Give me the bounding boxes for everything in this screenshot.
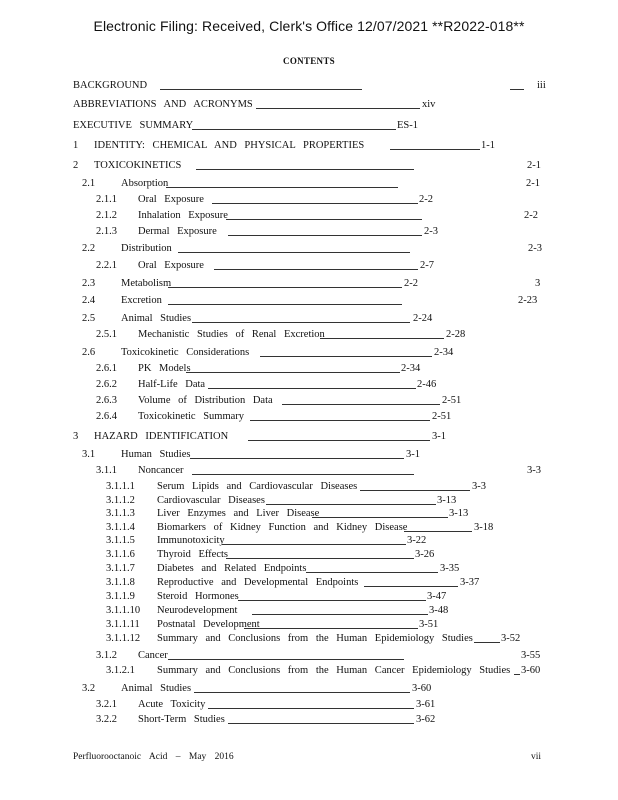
toc-entry-number: 2.1.2 (96, 210, 117, 221)
toc-entry-number: 3.1.1.1 (106, 481, 135, 492)
toc-entry-title[interactable]: Excretion (121, 295, 162, 306)
toc-leader-line (192, 129, 396, 130)
toc-entry-number: 2.5.1 (96, 329, 117, 340)
toc-entry-number: 3.1.1.8 (106, 577, 135, 588)
toc-entry-title[interactable]: BACKGROUND (73, 80, 148, 91)
toc-entry-number: 3.1.1.10 (106, 605, 141, 616)
toc-entry-title[interactable]: Animal Studies (121, 683, 192, 694)
toc-entry-number: 2.3 (82, 278, 96, 289)
toc-entry-title[interactable]: EXECUTIVE SUMMARY (73, 120, 194, 131)
toc-entry-page[interactable]: 2-28 (446, 329, 466, 340)
toc-entry-title[interactable]: Human Studies (121, 449, 191, 460)
toc-entry-page[interactable]: 3-48 (429, 605, 449, 616)
toc-leader-line (238, 600, 426, 601)
toc-entry-title[interactable]: Diabetes and Related Endpoints (157, 563, 307, 574)
toc-entry-page[interactable]: 3-3 (527, 465, 541, 476)
toc-entry-page[interactable]: 3-1 (406, 449, 420, 460)
toc-leader-line (404, 531, 472, 532)
toc-entry-number: 2.1 (82, 178, 96, 189)
toc-leader-line (250, 420, 430, 421)
toc-entry-title[interactable]: HAZARD IDENTIFICATION (94, 431, 229, 442)
toc-leader-line (208, 388, 416, 389)
toc-entry-page[interactable]: 3-52 (501, 633, 521, 644)
toc-entry-page[interactable]: 2-3 (528, 243, 542, 254)
toc-entry-title[interactable]: Toxicokinetic Considerations (121, 347, 250, 358)
toc-entry-number: 3.1.1.2 (106, 495, 135, 506)
toc-entry-page[interactable]: 2-51 (432, 411, 452, 422)
toc-entry-number: 3.1 (82, 449, 96, 460)
toc-entry-number: 2.1.1 (96, 194, 117, 205)
toc-entry-title[interactable]: Toxicokinetic Summary (138, 411, 245, 422)
toc-entry-page[interactable]: 3-22 (407, 535, 427, 546)
toc-entry-number: 2 (73, 160, 79, 171)
toc-leader-line (208, 708, 414, 709)
toc-entry-title[interactable]: Metabolism (121, 278, 172, 289)
toc-entry-page[interactable]: 2-46 (417, 379, 437, 390)
toc-entry-title[interactable]: Thyroid Effects (157, 549, 228, 560)
toc-entry-title[interactable]: Acute Toxicity (138, 699, 206, 710)
footer-document-title: Perfluorooctanoic Acid – May 2016 (73, 752, 234, 762)
toc-entry-title[interactable]: Biomarkers of Kidney Function and Kidney Disease (157, 522, 408, 533)
toc-entry-page[interactable]: 3-18 (474, 522, 494, 533)
toc-entry-title[interactable]: Serum Lipids and Cardiovascular Diseases (157, 481, 358, 492)
toc-entry-number: 2.4 (82, 295, 96, 306)
toc-entry-title[interactable]: PK Models (138, 363, 191, 374)
toc-entry-page[interactable]: 2-2 (524, 210, 538, 221)
contents-heading: CONTENTS (283, 56, 335, 66)
toc-leader-line (510, 89, 524, 90)
toc-leader-line (196, 169, 414, 170)
toc-entry-title[interactable]: Immunotoxicity (157, 535, 225, 546)
toc-leader-line (192, 322, 410, 323)
toc-entry-page[interactable]: 2-23 (518, 295, 538, 306)
toc-entry-number: 3.1.1.7 (106, 563, 135, 574)
toc-entry-number: 3.1.1.3 (106, 508, 135, 519)
toc-entry-title[interactable]: Cardiovascular Diseases (157, 495, 265, 506)
toc-leader-line (226, 219, 422, 220)
toc-entry-title[interactable]: Summary and Conclusions from the Human Cancer Epidemiology Studies (157, 665, 511, 676)
toc-entry-page[interactable]: 3-55 (521, 650, 541, 661)
toc-entry-number: 2.5 (82, 313, 96, 324)
toc-leader-line (248, 440, 430, 441)
toc-entry-number: 3.1.1.5 (106, 535, 135, 546)
toc-entry-title[interactable]: TOXICOKINETICS (94, 160, 182, 171)
toc-entry-title[interactable]: ABBREVIATIONS AND ACRONYMS (73, 99, 253, 110)
toc-leader-line (228, 723, 414, 724)
toc-leader-line (390, 149, 480, 150)
toc-entry-title[interactable]: Cancer (138, 650, 168, 661)
toc-entry-page[interactable]: 2-2 (404, 278, 418, 289)
toc-entry-number: 2.6 (82, 347, 96, 358)
toc-entry-title[interactable]: Inhalation Exposure (138, 210, 228, 221)
toc-entry-number: 2.6.1 (96, 363, 117, 374)
toc-entry-number: 3.2.1 (96, 699, 117, 710)
toc-entry-page[interactable]: 2-2 (419, 194, 433, 205)
toc-entry-number: 3.1.1 (96, 465, 117, 476)
toc-entry-page[interactable]: 3-13 (449, 508, 469, 519)
toc-leader-line (228, 235, 422, 236)
toc-entry-title[interactable]: Summary and Conclusions from the Human Epidemiology Studies (157, 633, 473, 644)
toc-leader-line (514, 674, 520, 675)
toc-entry-page[interactable]: 2-34 (434, 347, 454, 358)
toc-entry-page[interactable]: 3-62 (416, 714, 436, 725)
toc-leader-line (168, 659, 404, 660)
toc-entry-page[interactable]: 2-34 (401, 363, 421, 374)
filing-stamp: Electronic Filing: Received, Clerk's Office 12/07/2021 **R2022-018** (93, 18, 525, 34)
toc-leader-line (166, 187, 398, 188)
toc-entry-page[interactable]: 3-60 (412, 683, 432, 694)
toc-leader-line (190, 458, 404, 459)
toc-entry-number: 2.1.3 (96, 226, 117, 237)
toc-entry-title[interactable]: Oral Exposure (138, 194, 204, 205)
toc-leader-line (222, 544, 406, 545)
toc-entry-number: 3.1.1.4 (106, 522, 135, 533)
toc-entry-page[interactable]: iii (537, 80, 546, 91)
toc-entry-page[interactable]: 3 (535, 278, 541, 289)
toc-entry-page[interactable]: 2-24 (413, 313, 433, 324)
toc-entry-page[interactable]: 3-13 (437, 495, 457, 506)
toc-entry-title[interactable]: Postnatal Development (157, 619, 260, 630)
toc-entry-number: 3.2.2 (96, 714, 117, 725)
toc-leader-line (194, 692, 410, 693)
toc-entry-number: 3.1.2 (96, 650, 117, 661)
toc-entry-title[interactable]: Oral Exposure (138, 260, 204, 271)
toc-entry-number: 3.1.1.6 (106, 549, 135, 560)
toc-entry-page[interactable]: 3-37 (460, 577, 480, 588)
toc-entry-number: 2.6.3 (96, 395, 117, 406)
toc-entry-number: 2.6.2 (96, 379, 117, 390)
toc-leader-line (178, 252, 410, 253)
toc-entry-page[interactable]: 3-60 (521, 665, 541, 676)
footer-page-number: vii (531, 752, 542, 762)
toc-entry-title[interactable]: IDENTITY: CHEMICAL AND PHYSICAL PROPERTIES (94, 140, 365, 151)
toc-entry-number: 2.2 (82, 243, 96, 254)
toc-entry-page[interactable]: 2-1 (527, 160, 541, 171)
toc-leader-line (186, 372, 400, 373)
toc-entry-page[interactable]: 3-51 (419, 619, 439, 630)
toc-entry-page[interactable]: ES-1 (397, 120, 418, 131)
toc-entry-page[interactable]: 1-1 (481, 140, 495, 151)
toc-entry-page[interactable]: 2-1 (526, 178, 540, 189)
toc-entry-number: 3 (73, 431, 79, 442)
toc-leader-line (192, 474, 414, 475)
toc-entry-title[interactable]: Dermal Exposure (138, 226, 217, 237)
toc-entry-number: 2.2.1 (96, 260, 117, 271)
toc-leader-line (244, 628, 418, 629)
toc-entry-page[interactable]: 2-51 (442, 395, 462, 406)
toc-entry-title[interactable]: Mechanistic Studies of Renal Excretion (138, 329, 325, 340)
toc-entry-page[interactable]: 3-1 (432, 431, 446, 442)
toc-entry-title[interactable]: Half-Life Data (138, 379, 206, 390)
toc-leader-line (260, 356, 432, 357)
toc-entry-page[interactable]: 2-3 (424, 226, 438, 237)
toc-leader-line (256, 108, 420, 109)
toc-entry-number: 3.1.1.9 (106, 591, 135, 602)
toc-entry-page[interactable]: 3-26 (415, 549, 435, 560)
toc-entry-page[interactable]: xiv (422, 99, 436, 110)
toc-leader-line (212, 203, 418, 204)
toc-entry-page[interactable]: 3-47 (427, 591, 447, 602)
toc-leader-line (252, 614, 428, 615)
toc-entry-title[interactable]: Short-Term Studies (138, 714, 225, 725)
toc-leader-line (364, 586, 458, 587)
toc-leader-line (160, 89, 362, 90)
toc-leader-line (214, 269, 418, 270)
toc-leader-line (226, 558, 414, 559)
toc-leader-line (168, 304, 402, 305)
toc-entry-number: 3.1.1.12 (106, 633, 141, 644)
toc-entry-title[interactable]: Distribution (121, 243, 172, 254)
toc-entry-title[interactable]: Noncancer (138, 465, 184, 476)
toc-leader-line (312, 517, 448, 518)
toc-entry-number: 3.1.1.11 (106, 619, 140, 630)
toc-entry-title[interactable]: Neurodevelopment (157, 605, 238, 616)
toc-leader-line (360, 490, 470, 491)
toc-entry-title[interactable]: Volume of Distribution Data (138, 395, 273, 406)
toc-entry-number: 3.1.2.1 (106, 665, 135, 676)
toc-entry-number: 1 (73, 140, 79, 151)
toc-entry-title[interactable]: Reproductive and Developmental Endpoints (157, 577, 359, 588)
toc-entry-page[interactable]: 3-3 (472, 481, 486, 492)
toc-entry-title[interactable]: Liver Enzymes and Liver Disease (157, 508, 320, 519)
toc-entry-page[interactable]: 3-35 (440, 563, 460, 574)
toc-leader-line (320, 338, 444, 339)
toc-leader-line (306, 572, 438, 573)
toc-entry-page[interactable]: 3-61 (416, 699, 436, 710)
toc-entry-title[interactable]: Steroid Hormones (157, 591, 239, 602)
toc-entry-title[interactable]: Animal Studies (121, 313, 192, 324)
toc-entry-title[interactable]: Absorption (121, 178, 169, 189)
toc-leader-line (168, 287, 402, 288)
toc-entry-number: 2.6.4 (96, 411, 117, 422)
toc-leader-line (282, 404, 440, 405)
toc-leader-line (266, 504, 436, 505)
toc-entry-page[interactable]: 2-7 (420, 260, 434, 271)
toc-entry-number: 3.2 (82, 683, 96, 694)
toc-leader-line (474, 642, 500, 643)
